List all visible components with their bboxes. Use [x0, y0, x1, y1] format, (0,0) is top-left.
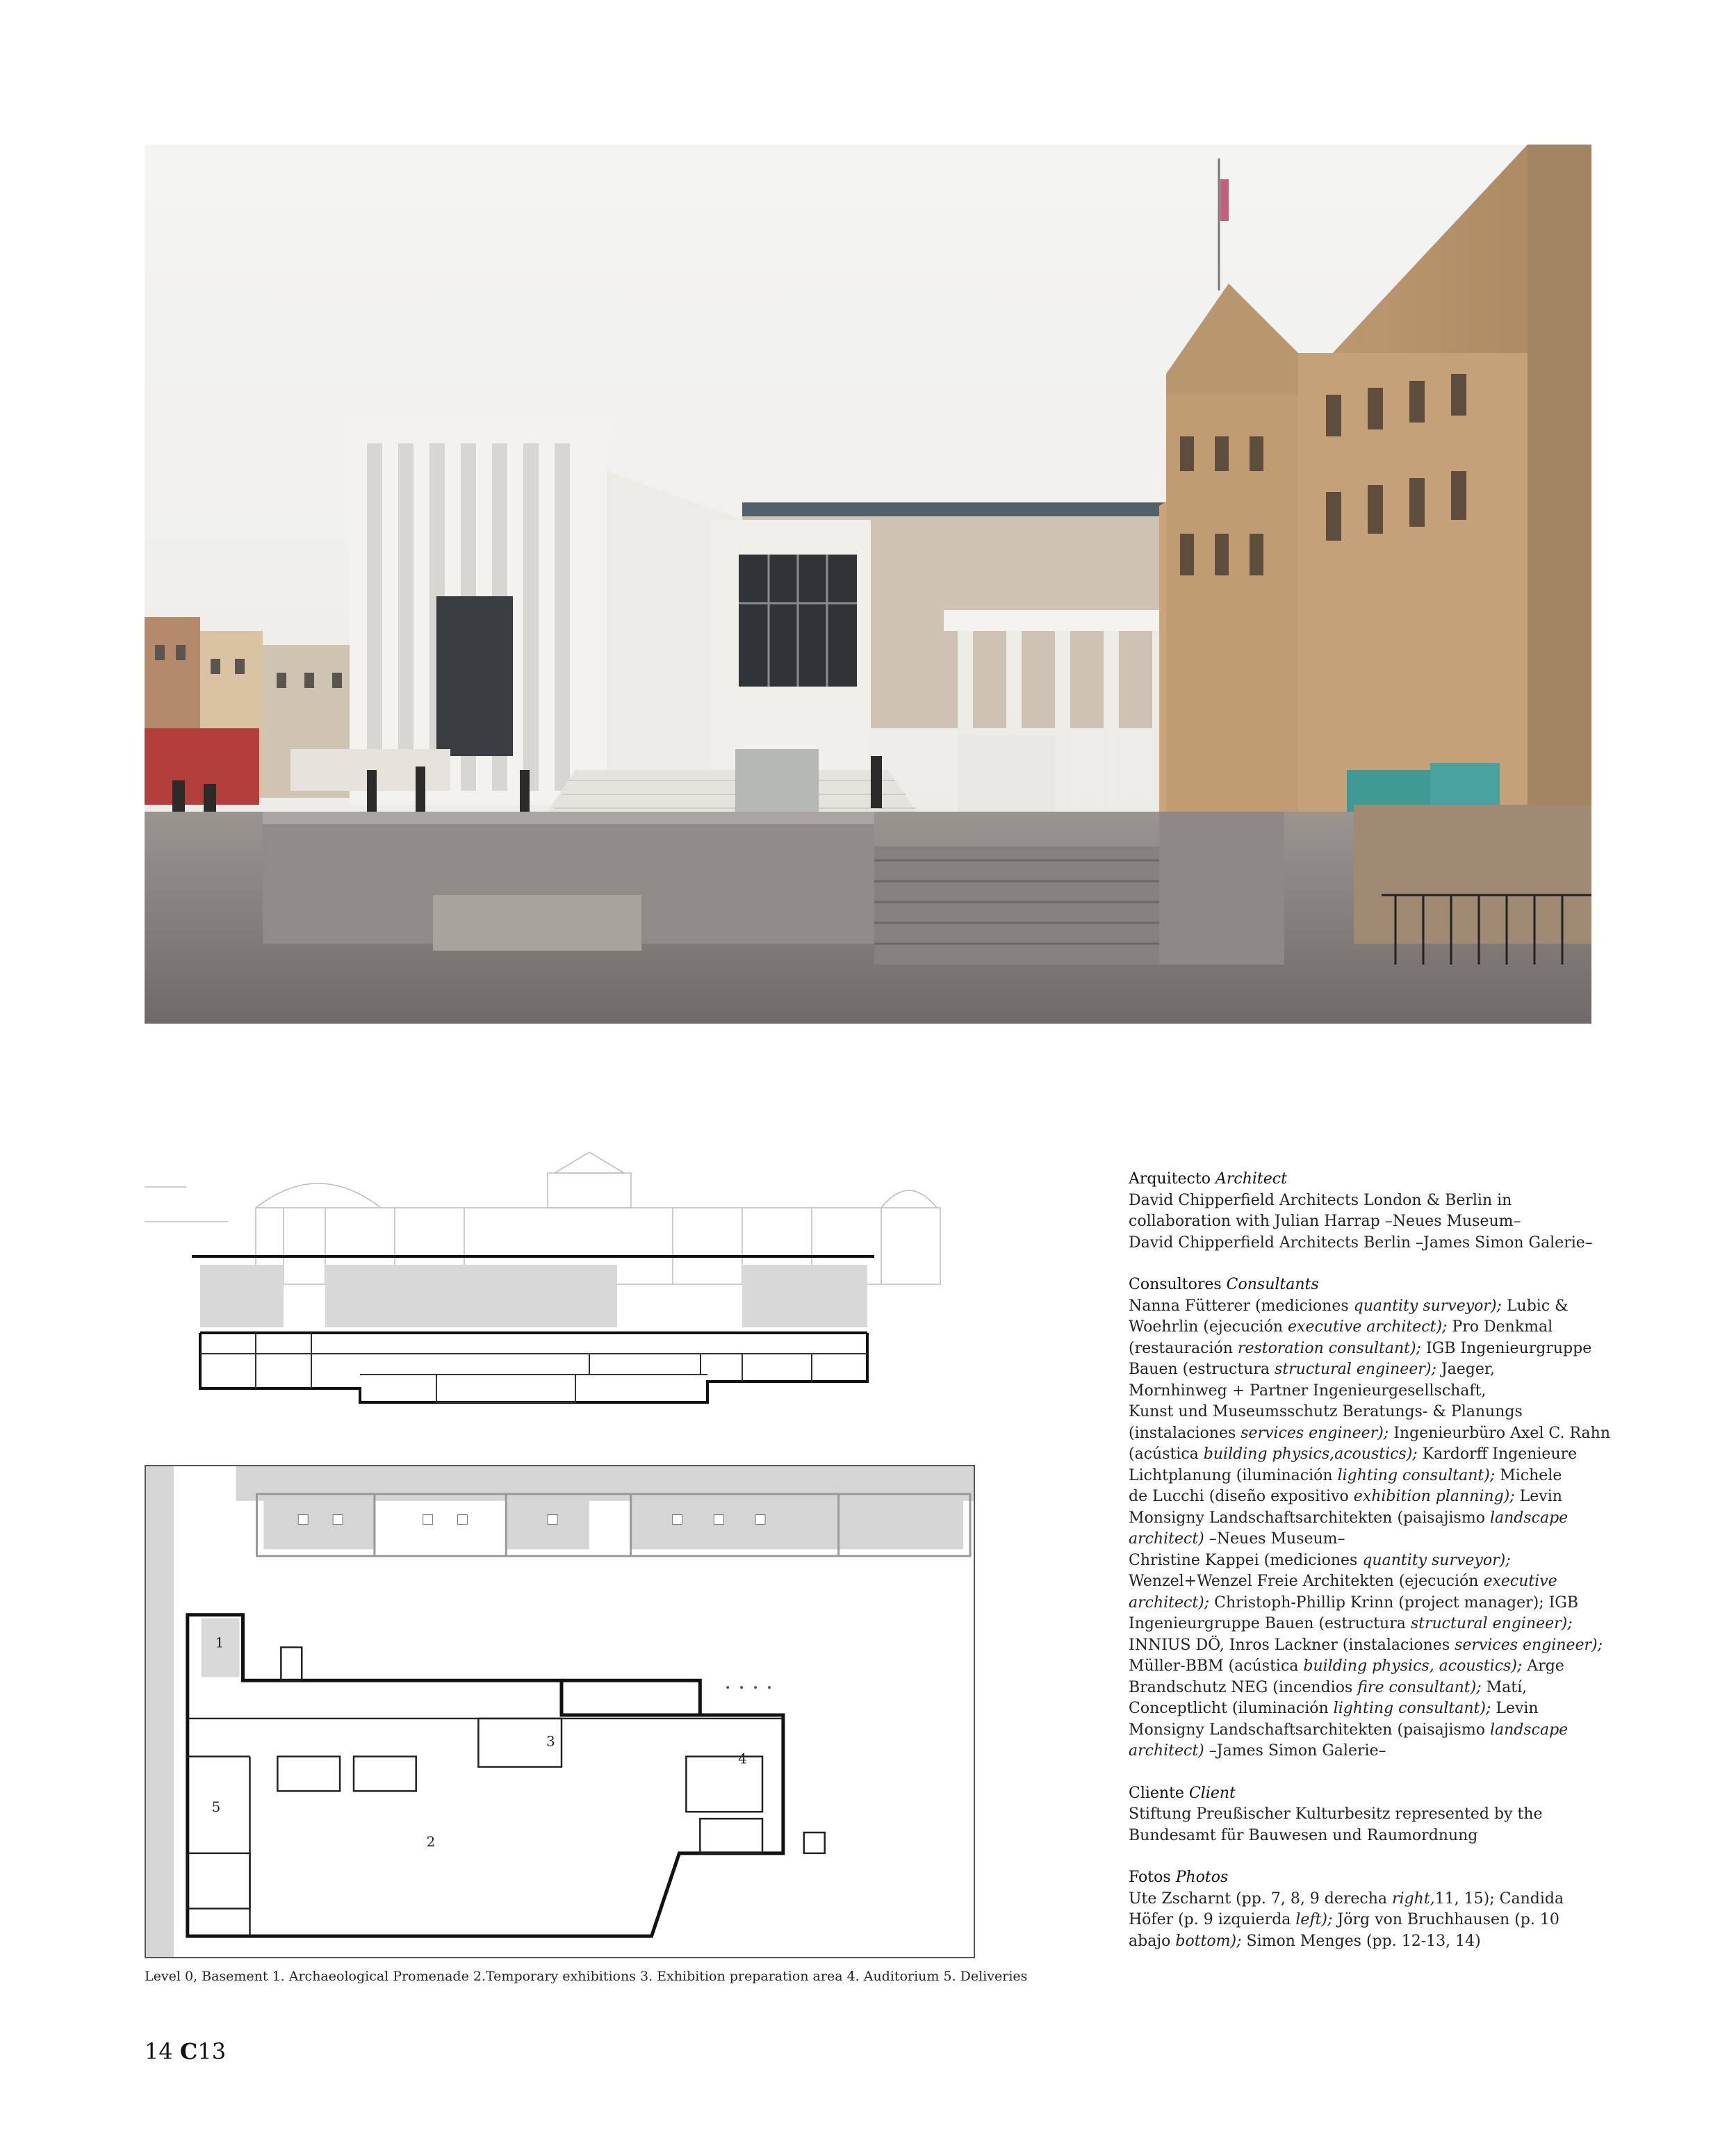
- consultants-block: [1129, 1274, 1615, 1762]
- credit-line: David Chipperfield Architects London & Berlin in: [1129, 1191, 1512, 1209]
- credit-line: David Chipperfield Architects Berlin –James Simon Galerie–: [1129, 1233, 1593, 1252]
- credit-line: Conceptlicht (iluminación lighting consultant); Levin: [1129, 1700, 1539, 1717]
- credit-line: Müller-BBM (acústica building physics, acoustics); Arge: [1129, 1657, 1564, 1675]
- credit-line: Monsigny Landschaftsarchitekten (paisajismo landscape: [1129, 1509, 1569, 1527]
- credit-line: (restauración restoration consultant); IGB Ingenieurgruppe: [1129, 1339, 1592, 1357]
- credit-role-italic: landscape: [1489, 1509, 1569, 1527]
- credit-line: Bauen (estructura structural engineer); Jaeger,: [1129, 1361, 1496, 1378]
- credit-role-italic: services engineer);: [1455, 1636, 1603, 1654]
- credit-role-italic: architect): [1129, 1742, 1204, 1760]
- credit-line: architect) –James Simon Galerie–: [1129, 1742, 1386, 1760]
- credit-line: Ute Zscharnt (pp. 7, 8, 9 derecha right,11, 15); Candida: [1129, 1889, 1564, 1908]
- client-lines: [1129, 1804, 1615, 1846]
- credit-role-italic: quantity surveyor);: [1353, 1297, 1502, 1315]
- credit-role-italic: building physics, acoustics);: [1303, 1657, 1523, 1675]
- credit-line: de Lucchi (diseño expositivo exhibition planning); Levin: [1129, 1488, 1562, 1505]
- client-heading: Cliente Client: [1129, 1784, 1236, 1802]
- magazine-name: C: [179, 2038, 198, 2065]
- photos-lines: [1129, 1889, 1615, 1953]
- page-number: 14: [145, 2038, 173, 2065]
- room-label-4: 4: [738, 1751, 747, 1767]
- credit-role-italic: lighting consultant);: [1333, 1700, 1491, 1717]
- credit-line: Nanna Fütterer (mediciones quantity surveyor); Lubic &: [1129, 1297, 1569, 1315]
- page-folio: [145, 2038, 226, 2065]
- credit-line: Höfer (p. 9 izquierda left); Jörg von Bruchhausen (p. 10: [1129, 1911, 1559, 1928]
- credit-role-italic: architect): [1129, 1530, 1204, 1548]
- building-photo: [145, 145, 1591, 1024]
- architect-heading: Arquitecto Architect: [1129, 1170, 1287, 1188]
- credit-line: architect) –Neues Museum–: [1129, 1530, 1345, 1548]
- credit-role-italic: structural engineer);: [1275, 1361, 1436, 1378]
- credit-role-italic: right,: [1392, 1889, 1435, 1908]
- credit-role-italic: landscape: [1489, 1721, 1569, 1739]
- credit-line: INNIUS DÖ, Inros Lackner (instalaciones services engineer);: [1129, 1636, 1603, 1654]
- consultants-lines: [1129, 1296, 1615, 1762]
- credit-line: Monsigny Landschaftsarchitekten (paisajismo landscape: [1129, 1721, 1569, 1739]
- credit-role-italic: architect);: [1129, 1593, 1210, 1612]
- credit-line: Christine Kappei (mediciones quantity surveyor);: [1129, 1551, 1511, 1569]
- section-drawing: [145, 1145, 975, 1409]
- floor-plan-drawing: [145, 1465, 975, 1958]
- credit-role-italic: structural engineer);: [1410, 1615, 1573, 1632]
- credit-line: Lichtplanung (iluminación lighting consultant); Michele: [1129, 1466, 1562, 1484]
- credit-role-italic: executive architect);: [1288, 1318, 1448, 1336]
- credit-line: (instalaciones services engineer); Ingenieurbüro Axel C. Rahn: [1129, 1424, 1610, 1442]
- photos-block: [1129, 1867, 1615, 1952]
- credit-line: (acústica building physics,acoustics); Kardorff Ingenieure: [1129, 1445, 1578, 1463]
- credit-role-italic: left);: [1295, 1911, 1333, 1928]
- credit-role-italic: quantity surveyor);: [1362, 1551, 1511, 1569]
- photos-heading: Fotos Photos: [1129, 1869, 1229, 1886]
- credit-line: Kunst und Museumsschutz Beratungs- & Planungs: [1129, 1403, 1523, 1420]
- room-label-1: 1: [215, 1634, 224, 1651]
- room-label-3: 3: [546, 1733, 555, 1750]
- credit-role-italic: lighting consultant);: [1337, 1466, 1496, 1484]
- architect-lines: [1129, 1190, 1615, 1254]
- credit-line: Mornhinweg + Partner Ingenieurgesellschaft,: [1129, 1382, 1487, 1400]
- credit-line: Wenzel+Wenzel Freie Architekten (ejecución executive: [1129, 1573, 1557, 1590]
- credit-role-italic: fire consultant);: [1357, 1678, 1482, 1696]
- architect-block: [1129, 1169, 1615, 1254]
- credit-role-italic: building physics,acoustics);: [1203, 1445, 1418, 1463]
- credit-role-italic: executive: [1483, 1573, 1557, 1590]
- credit-line: Bundesamt für Bauwesen und Raumordnung: [1129, 1826, 1478, 1844]
- credit-line: abajo bottom); Simon Menges (pp. 12-13, 14): [1129, 1932, 1481, 1950]
- credit-role-italic: services engineer);: [1240, 1424, 1389, 1442]
- magazine-issue: 13: [197, 2038, 227, 2065]
- credit-line: Brandschutz NEG (incendios fire consultant); Matí,: [1129, 1678, 1528, 1696]
- client-block: [1129, 1783, 1615, 1847]
- credit-role-italic: bottom);: [1175, 1932, 1242, 1950]
- credit-line: collaboration with Julian Harrap –Neues Museum–: [1129, 1213, 1521, 1230]
- credit-line: Ingenieurgruppe Bauen (estructura structural engineer);: [1129, 1615, 1573, 1632]
- project-credits: [1129, 1169, 1615, 1973]
- consultants-heading: Consultores Consultants: [1129, 1276, 1319, 1293]
- room-label-2: 2: [426, 1833, 436, 1850]
- credit-role-italic: restoration consultant);: [1237, 1339, 1421, 1357]
- credit-line: architect); Christoph-Phillip Krinn (project manager); IGB: [1129, 1593, 1579, 1612]
- credit-line: Stiftung Preußischer Kulturbesitz represented by the: [1129, 1805, 1543, 1823]
- plan-caption: Level 0, Basement 1. Archaeological Promenade 2.Temporary exhibitions 3. Exhibition preparation area 4. Auditorium 5. Deliveries: [145, 1969, 1028, 1984]
- credit-role-italic: exhibition planning);: [1353, 1488, 1515, 1505]
- credit-line: Woehrlin (ejecución executive architect); Pro Denkmal: [1129, 1318, 1553, 1336]
- room-label-5: 5: [211, 1799, 221, 1816]
